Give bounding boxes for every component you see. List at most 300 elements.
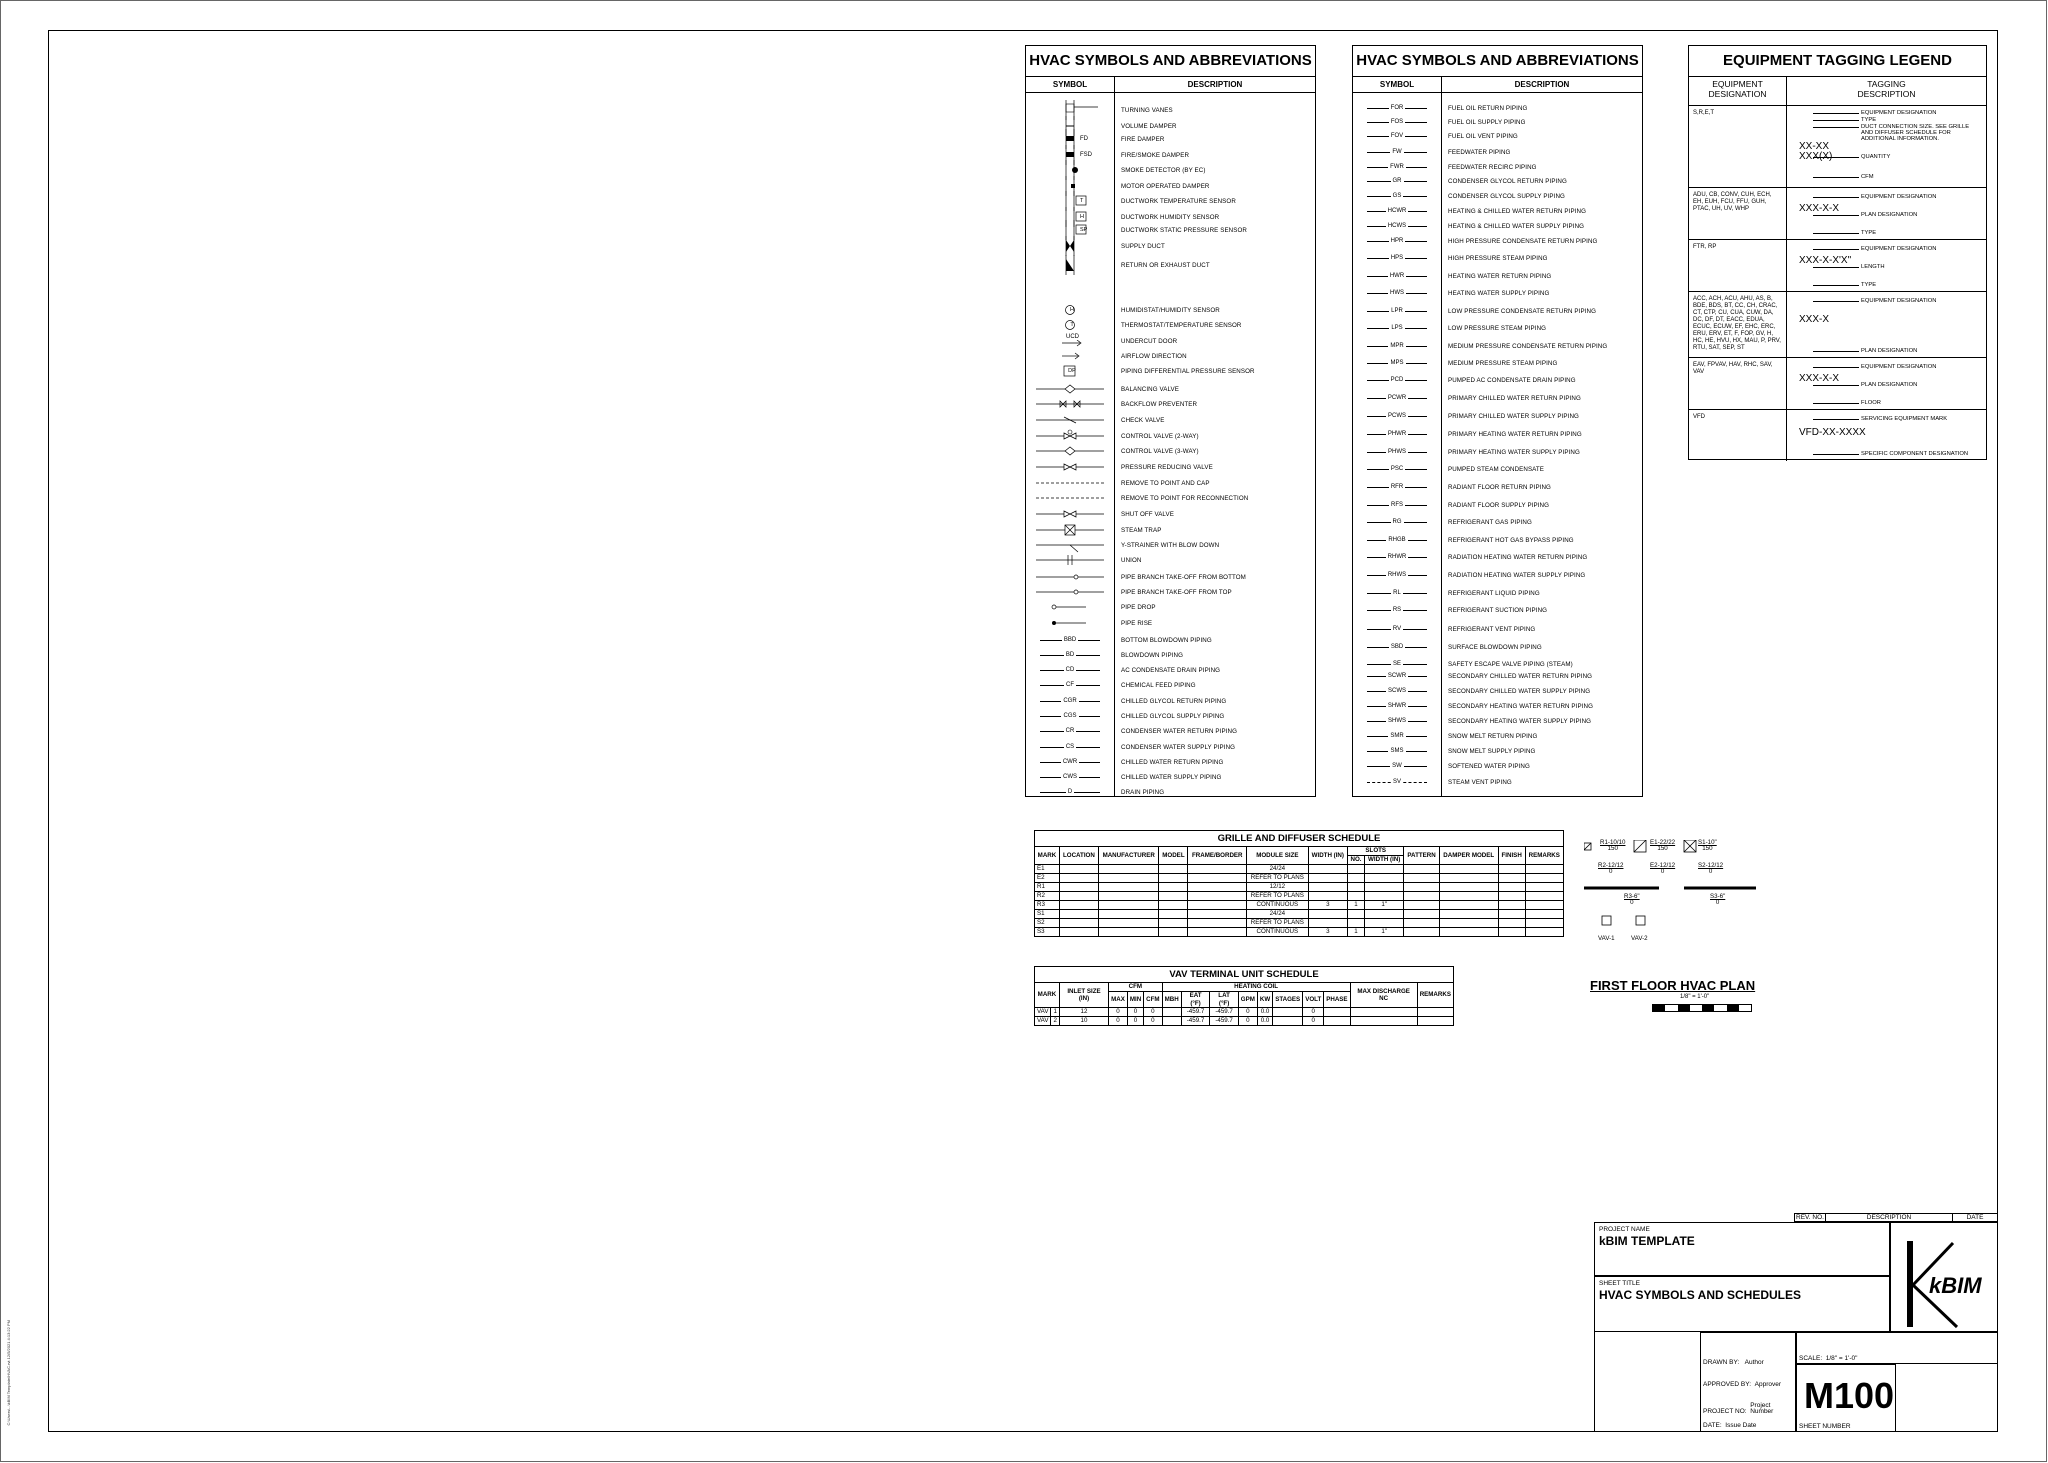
symbol-label: CGS — [1063, 713, 1077, 719]
pipe-abbreviation: HWR — [1389, 273, 1405, 279]
table-cell — [1308, 892, 1347, 901]
leader-line — [1813, 301, 1859, 302]
pipe-description: MEDIUM PRESSURE CONDENSATE RETURN PIPING — [1448, 342, 1608, 350]
symbol-description: PIPE RISE — [1121, 619, 1153, 627]
leader-line — [1813, 215, 1859, 216]
pipe-description: FEEDWATER RECIRC PIPING — [1448, 163, 1537, 171]
symbol-graphic — [1026, 663, 1114, 677]
pipe-symbol — [1353, 160, 1441, 174]
table-cell: 0 — [1144, 1008, 1162, 1017]
symbol-graphic — [1026, 553, 1114, 567]
symbol-label: BD — [1065, 652, 1075, 658]
pipe-row — [1353, 729, 1642, 743]
pipe-symbol — [1353, 409, 1441, 423]
pipe-row — [1353, 174, 1642, 188]
symbol-graphic — [1026, 148, 1114, 162]
tag-part-note: TYPE — [1861, 117, 1877, 123]
table-cell — [1273, 1017, 1303, 1026]
tag-vav2: VAV-2 — [1631, 935, 1648, 942]
symbol-graphic — [1026, 223, 1114, 237]
rev-date-header: DATE — [1966, 1214, 1984, 1221]
pipe-description: MEDIUM PRESSURE STEAM PIPING — [1448, 359, 1558, 367]
pipe-symbol — [1353, 568, 1441, 582]
pipe-abbreviation: PCWR — [1387, 395, 1407, 401]
leader-line — [1813, 385, 1859, 386]
pipe-description: SECONDARY HEATING WATER RETURN PIPING — [1448, 702, 1593, 710]
pipe-abbreviation: SE — [1392, 661, 1401, 667]
pipe-row — [1353, 339, 1642, 353]
symbol-row — [1026, 709, 1315, 723]
pipe-row — [1353, 286, 1642, 300]
pipe-abbreviation: SBD — [1390, 644, 1404, 650]
equipment-tag-format: XXX-X-X'X" — [1799, 255, 1852, 266]
table-cell — [1188, 901, 1247, 910]
symbol-graphic — [1026, 413, 1114, 427]
symbol-description: CHECK VALVE — [1121, 416, 1165, 424]
leader-line — [1813, 197, 1859, 198]
symbol-label: H — [1070, 307, 1074, 313]
symbol-label: T — [1070, 322, 1074, 328]
pipe-description: REFRIGERANT SUCTION PIPING — [1448, 606, 1548, 614]
symbol-graphic — [1026, 538, 1114, 552]
table-cell — [1308, 883, 1347, 892]
table-cell — [1350, 1008, 1417, 1017]
pipe-symbol — [1353, 775, 1441, 789]
symbol-header: SYMBOL — [1026, 77, 1115, 92]
equipment-row — [1689, 188, 1986, 240]
table-cell: R3 — [1035, 901, 1060, 910]
equipment-row — [1689, 358, 1986, 410]
symbol-description: THERMOSTAT/TEMPERATURE SENSOR — [1121, 321, 1242, 329]
table-cell — [1364, 910, 1403, 919]
table-cell — [1308, 874, 1347, 883]
tag-part-note: PLAN DESIGNATION — [1861, 212, 1918, 218]
pipe-abbreviation: HPR — [1390, 238, 1404, 244]
symbol-label: DP — [1068, 368, 1076, 374]
pipe-row — [1353, 550, 1642, 564]
symbol-graphic — [1026, 785, 1114, 799]
table-cell: 3 — [1308, 901, 1347, 910]
symbol-row — [1026, 148, 1315, 162]
symbol-graphic — [1026, 694, 1114, 708]
table-cell — [1159, 874, 1188, 883]
column-header: INLET SIZE (IN) — [1059, 983, 1108, 1008]
equipment-tagging-legend — [1688, 45, 1987, 460]
column-subheader: PHASE — [1324, 992, 1350, 1008]
pipe-description: STEAM VENT PIPING — [1448, 778, 1512, 786]
symbol-row — [1026, 491, 1315, 505]
table-cell — [1498, 928, 1525, 937]
pipe-row — [1353, 586, 1642, 600]
symbol-graphic — [1026, 648, 1114, 662]
pipe-row — [1353, 759, 1642, 773]
symbol-description: CONDENSER WATER RETURN PIPING — [1121, 727, 1237, 735]
table-cell: 2 — [1051, 1017, 1059, 1026]
table-cell — [1364, 919, 1403, 928]
symbol-row — [1026, 303, 1315, 317]
people-cell — [1700, 1332, 1796, 1432]
pipe-abbreviation: RG — [1392, 519, 1402, 525]
symbol-description: Y-STRAINER WITH BLOW DOWN — [1121, 541, 1220, 549]
pipe-symbol — [1353, 101, 1441, 115]
pipe-abbreviation: FOS — [1390, 119, 1404, 125]
pipe-symbol — [1353, 427, 1441, 441]
table-cell: CONTINUOUS — [1247, 928, 1308, 937]
table-cell: -459.7 — [1210, 1017, 1238, 1026]
symbol-graphic — [1026, 318, 1114, 332]
symbol-description: REMOVE TO POINT AND CAP — [1121, 479, 1210, 487]
pipe-symbol — [1353, 339, 1441, 353]
pipe-row — [1353, 409, 1642, 423]
table-cell — [1098, 865, 1159, 874]
scale-bar — [1652, 1004, 1752, 1012]
symbol-row — [1026, 397, 1315, 411]
column-subheader: KW — [1257, 992, 1272, 1008]
tag-r3: R3-6" 0 — [1624, 893, 1640, 906]
pipe-abbreviation: SCWR — [1387, 673, 1407, 679]
view-title: FIRST FLOOR HVAC PLAN — [1590, 978, 1756, 993]
pipe-abbreviation: PHWR — [1387, 431, 1407, 437]
equipment-tag-format: XXX-X-X — [1799, 373, 1840, 384]
pipe-row — [1353, 462, 1642, 476]
symbol-graphic — [1026, 616, 1114, 630]
symbol-row — [1026, 694, 1315, 708]
symbol-row — [1026, 382, 1315, 396]
symbol-graphic — [1026, 460, 1114, 474]
symbol-graphic — [1026, 303, 1114, 317]
column-subheader: WIDTH (IN) — [1364, 856, 1403, 865]
symbol-description: TURNING VANES — [1121, 106, 1173, 114]
pipe-row — [1353, 775, 1642, 789]
pipe-symbol — [1353, 759, 1441, 773]
tag-part-note: FLOOR — [1861, 400, 1881, 406]
table-cell — [1439, 910, 1498, 919]
pipe-description: HEATING WATER SUPPLY PIPING — [1448, 289, 1550, 297]
table-cell — [1439, 874, 1498, 883]
symbol-graphic — [1026, 476, 1114, 490]
symbol-graphic — [1026, 349, 1114, 363]
pipe-row — [1353, 515, 1642, 529]
table-cell — [1059, 910, 1098, 919]
pipe-abbreviation: PCWS — [1388, 413, 1406, 419]
table-cell: -459.7 — [1181, 1017, 1210, 1026]
pipe-symbol — [1353, 640, 1441, 654]
table-row — [1035, 910, 1564, 919]
symbol-row — [1026, 585, 1315, 599]
leader-line — [1813, 157, 1859, 158]
symbol-header: SYMBOL — [1353, 77, 1442, 92]
symbol-description: MOTOR OPERATED DAMPER — [1121, 182, 1210, 190]
pipe-description: SAFETY ESCAPE VALVE PIPING (STEAM) — [1448, 660, 1573, 668]
equipment-row — [1689, 106, 1986, 188]
leader-line — [1813, 177, 1859, 178]
symbol-description: HUMIDISTAT/HUMIDITY SENSOR — [1121, 306, 1220, 314]
table-row — [1035, 919, 1564, 928]
symbol-row — [1026, 507, 1315, 521]
table-cell — [1188, 865, 1247, 874]
table-cell — [1525, 919, 1563, 928]
pipe-description: SECONDARY HEATING WATER SUPPLY PIPING — [1448, 717, 1592, 725]
table-cell — [1525, 901, 1563, 910]
pipe-description: FEEDWATER PIPING — [1448, 148, 1511, 156]
table-cell — [1417, 1008, 1453, 1017]
pipe-abbreviation: SHWR — [1387, 703, 1407, 709]
symbol-row — [1026, 194, 1315, 208]
panel-header — [1689, 77, 1986, 106]
equipment-designation: ACC, ACH, ACU, AHU, AS, B, BDE, BDS, BT, CC, CH, CRAC, CT, CTP, CU, CUA, CUW, DA, DC, DF, DT, EACC, EDUA, ECUC, ECUW, EF, EHC, ERC, ERU, ERV, ET, F, FOP, GV, H, HC, HE, HVU, HX, MAU, P, PRV, RTU, SAT, SEP, ST — [1693, 296, 1781, 351]
pipe-abbreviation: PCD — [1390, 377, 1404, 383]
symbol-label: UCD — [1066, 334, 1079, 340]
pipe-abbreviation: FW — [1392, 149, 1402, 155]
table-cell — [1324, 1008, 1350, 1017]
table-cell — [1350, 1017, 1417, 1026]
symbol-label: CR — [1065, 728, 1075, 734]
table-cell — [1059, 919, 1098, 928]
symbol-graphic — [1026, 364, 1114, 378]
column-header: MARK — [1035, 983, 1060, 1008]
tag-vav1: VAV-1 — [1598, 935, 1615, 942]
table-cell — [1188, 910, 1247, 919]
column-subheader: MAX — [1109, 992, 1128, 1008]
column-header: MAX DISCHARGE NC — [1350, 983, 1417, 1008]
symbol-description: FIRE DAMPER — [1121, 135, 1165, 143]
symbol-graphic — [1026, 678, 1114, 692]
table-cell — [1439, 901, 1498, 910]
table-cell — [1404, 910, 1439, 919]
table-cell: 0 — [1144, 1017, 1162, 1026]
pipe-symbol — [1353, 234, 1441, 248]
table-cell: 1 — [1348, 901, 1365, 910]
table-cell — [1059, 928, 1098, 937]
leader-line — [1813, 351, 1859, 352]
column-header: MARK — [1035, 847, 1060, 865]
pipe-description: SECONDARY CHILLED WATER RETURN PIPING — [1448, 672, 1593, 680]
table-cell — [1404, 928, 1439, 937]
column-subheader: VOLT — [1303, 992, 1324, 1008]
table-cell — [1098, 883, 1159, 892]
pipe-symbol — [1353, 445, 1441, 459]
pipe-description: CONDENSER GLYCOL RETURN PIPING — [1448, 177, 1567, 185]
table-cell: -459.7 — [1181, 1008, 1210, 1017]
pipe-abbreviation: SMR — [1390, 733, 1404, 739]
symbol-row — [1026, 755, 1315, 769]
column-header: LOCATION — [1059, 847, 1098, 865]
description-header: DESCRIPTION — [1187, 80, 1243, 89]
symbol-graphic — [1026, 633, 1114, 647]
equipment-row — [1689, 240, 1986, 292]
table-cell — [1098, 901, 1159, 910]
table-cell — [1525, 892, 1563, 901]
pipe-symbol — [1353, 669, 1441, 683]
table-cell — [1159, 901, 1188, 910]
pipe-description: SECONDARY CHILLED WATER SUPPLY PIPING — [1448, 687, 1591, 695]
pipe-description: FUEL OIL RETURN PIPING — [1448, 104, 1528, 112]
pipe-abbreviation: HCWR — [1387, 208, 1407, 214]
sheet-title: HVAC SYMBOLS AND SCHEDULES — [1599, 1288, 1802, 1302]
hvac-symbols-legend — [1025, 45, 1316, 797]
symbol-row — [1026, 239, 1315, 253]
symbol-graphic — [1026, 258, 1114, 272]
pipe-abbreviation: SCWS — [1388, 688, 1406, 694]
pipe-row — [1353, 373, 1642, 387]
pipe-row — [1353, 622, 1642, 636]
pipe-row — [1353, 101, 1642, 115]
tag-part-note: TYPE — [1861, 282, 1877, 288]
symbol-row — [1026, 600, 1315, 614]
pipe-description: SOFTENED WATER PIPING — [1448, 762, 1530, 770]
pipe-row — [1353, 445, 1642, 459]
symbol-row — [1026, 633, 1315, 647]
pipe-symbol — [1353, 684, 1441, 698]
pipe-row — [1353, 189, 1642, 203]
pipe-symbol — [1353, 189, 1441, 203]
symbol-description: CONDENSER WATER SUPPLY PIPING — [1121, 743, 1236, 751]
table-cell: S2 — [1035, 919, 1060, 928]
schedule-title: GRILLE AND DIFFUSER SCHEDULE — [1034, 830, 1564, 846]
symbol-row — [1026, 281, 1315, 295]
pipe-symbol — [1353, 622, 1441, 636]
pipe-symbol — [1353, 129, 1441, 143]
symbol-graphic — [1026, 429, 1114, 443]
table-cell — [1498, 910, 1525, 919]
table-cell: 0.0 — [1257, 1017, 1272, 1026]
svg-text:kBIM: kBIM — [1929, 1273, 1982, 1298]
pipe-description: PUMPED STEAM CONDENSATE — [1448, 465, 1545, 473]
pipe-row — [1353, 219, 1642, 233]
symbol-description: STEAM TRAP — [1121, 526, 1162, 534]
tag-part-note: EQUIPMENT DESIGNATION — [1861, 110, 1937, 116]
symbol-description: BLOWDOWN PIPING — [1121, 651, 1184, 659]
column-subheader: MBH — [1162, 992, 1181, 1008]
column-subheader: STAGES — [1273, 992, 1303, 1008]
pipe-description: HEATING WATER RETURN PIPING — [1448, 272, 1552, 280]
symbol-row — [1026, 460, 1315, 474]
pipe-abbreviation: SV — [1392, 779, 1401, 785]
tag-part-note: SERVICING EQUIPMENT MARK — [1861, 416, 1948, 422]
pipe-abbreviation: SW — [1392, 763, 1402, 769]
pipe-abbreviation: GR — [1392, 178, 1402, 184]
table-cell — [1159, 865, 1188, 874]
table-cell: 1 — [1051, 1008, 1059, 1017]
table-cell — [1439, 919, 1498, 928]
pipe-row — [1353, 744, 1642, 758]
pipe-abbreviation: MPS — [1390, 360, 1404, 366]
table-cell: 24/24 — [1247, 865, 1308, 874]
pipe-row — [1353, 234, 1642, 248]
symbol-description: CHEMICAL FEED PIPING — [1121, 681, 1196, 689]
pipe-abbreviation: HPS — [1390, 255, 1404, 261]
pipe-symbol — [1353, 219, 1441, 233]
pipe-description: PUMPED AC CONDENSATE DRAIN PIPING — [1448, 376, 1576, 384]
symbol-label: SP — [1080, 227, 1088, 233]
pipe-symbol — [1353, 498, 1441, 512]
column-header: WIDTH (IN) — [1308, 847, 1347, 865]
tag-r2: R2-12/12 0 — [1598, 862, 1624, 875]
pipe-symbol — [1353, 286, 1441, 300]
schedule-title: VAV TERMINAL UNIT SCHEDULE — [1034, 966, 1454, 982]
table-cell — [1098, 892, 1159, 901]
tag-part-note: LENGTH — [1861, 264, 1885, 270]
symbol-graphic — [1026, 523, 1114, 537]
table-cell: VAV — [1035, 1008, 1051, 1017]
symbol-graphic — [1026, 570, 1114, 584]
pipe-row — [1353, 269, 1642, 283]
table-cell — [1059, 865, 1098, 874]
pipe-symbol — [1353, 115, 1441, 129]
project-name-label: PROJECT NAME — [1599, 1226, 1650, 1233]
symbol-row — [1026, 740, 1315, 754]
sheet-number-cell — [1796, 1364, 1896, 1432]
tag-part-note: EQUIPMENT DESIGNATION — [1861, 246, 1937, 252]
symbol-description: CHILLED GLYCOL SUPPLY PIPING — [1121, 712, 1225, 720]
equipment-row — [1689, 410, 1986, 461]
pipe-description: SURFACE BLOWDOWN PIPING — [1448, 643, 1542, 651]
pipe-description: HIGH PRESSURE CONDENSATE RETURN PIPING — [1448, 237, 1598, 245]
pipe-abbreviation: HCWS — [1387, 223, 1407, 229]
pipe-abbreviation: HWS — [1390, 290, 1404, 296]
hvac-pipe-legend — [1352, 45, 1643, 797]
pipe-description: CONDENSER GLYCOL SUPPLY PIPING — [1448, 192, 1565, 200]
pipe-symbol — [1353, 729, 1441, 743]
table-cell: 12 — [1059, 1008, 1108, 1017]
symbol-description: UNION — [1121, 556, 1142, 564]
table-cell: 0 — [1127, 1017, 1143, 1026]
pipe-row — [1353, 129, 1642, 143]
table-row — [1035, 1017, 1454, 1026]
table-row — [1035, 883, 1564, 892]
equipment-tag-format: XX-XX XXX(X) — [1799, 141, 1833, 162]
pipe-description: REFRIGERANT VENT PIPING — [1448, 625, 1536, 633]
tag-part-note: PLAN DESIGNATION — [1861, 348, 1918, 354]
leader-line — [1813, 113, 1859, 114]
table-cell — [1348, 892, 1365, 901]
view-scale: 1/8" = 1'-0" — [1680, 994, 1710, 1000]
table-cell — [1308, 910, 1347, 919]
table-cell: 0 — [1109, 1017, 1128, 1026]
pipe-abbreviation: RV — [1392, 626, 1402, 632]
table-cell — [1162, 1008, 1181, 1017]
tagging-header: TAGGING DESCRIPTION — [1857, 79, 1916, 99]
pipe-symbol — [1353, 269, 1441, 283]
column-subheader: LAT (°F) — [1210, 992, 1238, 1008]
table-cell: REFER TO PLANS — [1247, 874, 1308, 883]
table-cell — [1404, 874, 1439, 883]
table-cell — [1525, 865, 1563, 874]
table-cell — [1348, 919, 1365, 928]
symbol-row — [1026, 223, 1315, 237]
pipe-row — [1353, 699, 1642, 713]
column-subheader: CFM — [1144, 992, 1162, 1008]
tag-e2: E2-12/12 0 — [1650, 862, 1676, 875]
sheet-title-label: SHEET TITLE — [1599, 1280, 1640, 1287]
equipment-designation: FTR, RP — [1693, 244, 1717, 250]
table-cell — [1348, 874, 1365, 883]
table-cell — [1348, 865, 1365, 874]
symbol-row — [1026, 476, 1315, 490]
column-subheader: EAT (°F) — [1181, 992, 1210, 1008]
column-header: MODEL — [1159, 847, 1188, 865]
pipe-description: FUEL OIL VENT PIPING — [1448, 132, 1518, 140]
table-cell — [1188, 874, 1247, 883]
table-cell — [1439, 883, 1498, 892]
table-row — [1035, 865, 1564, 874]
table-cell — [1059, 883, 1098, 892]
pipe-description: PRIMARY HEATING WATER SUPPLY PIPING — [1448, 448, 1580, 456]
symbol-graphic — [1026, 397, 1114, 411]
symbol-description: PIPE DROP — [1121, 603, 1156, 611]
pipe-symbol — [1353, 699, 1441, 713]
symbol-graphic — [1026, 600, 1114, 614]
